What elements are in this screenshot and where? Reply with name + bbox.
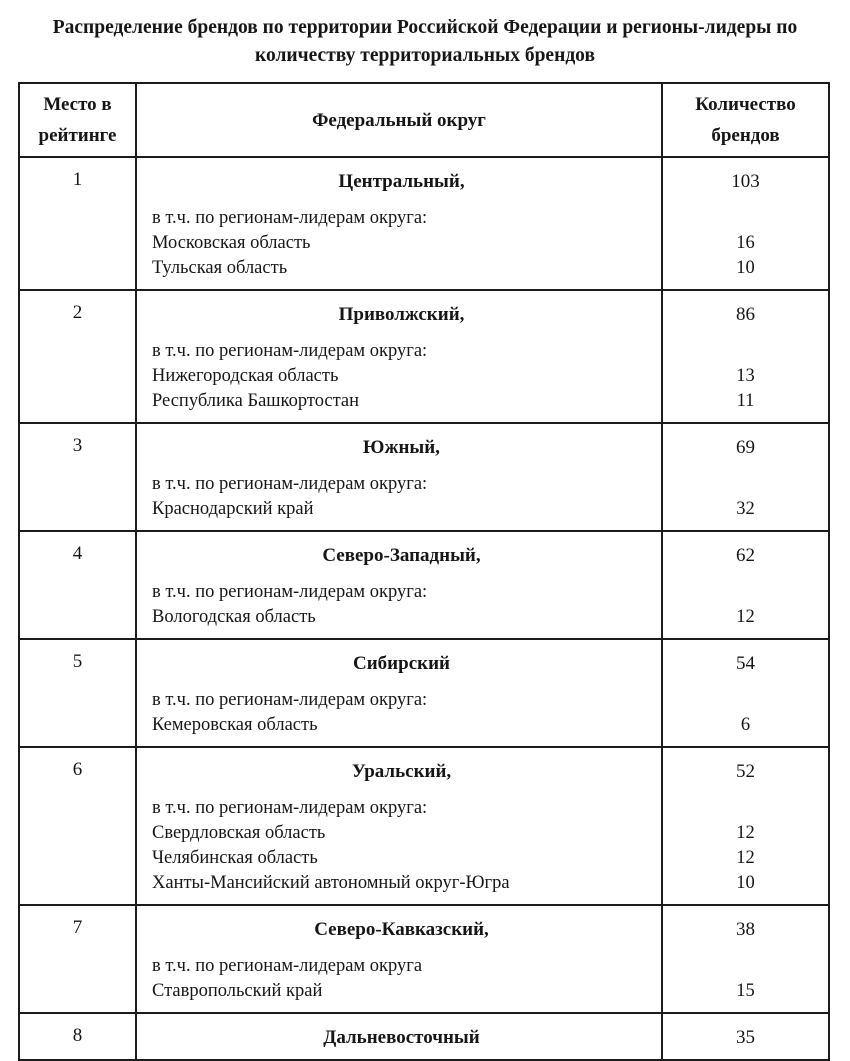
- count-cell: [662, 639, 829, 747]
- spacer: [667, 339, 824, 364]
- region-name: Кемеровская область: [152, 715, 318, 735]
- table-header: [19, 83, 829, 157]
- rank-value: 2: [72, 302, 83, 323]
- region-name: Вологодская область: [152, 607, 316, 627]
- region-count: 10: [736, 873, 755, 893]
- district-count: 62: [736, 545, 755, 566]
- region-name: Московская область: [152, 233, 311, 253]
- table-row: [19, 531, 829, 639]
- count-cell: [662, 1013, 829, 1060]
- table-body: [19, 157, 829, 1060]
- rank-cell: [19, 1013, 136, 1060]
- region-name: Ханты-Мансийский автономный округ-Югра: [152, 873, 510, 893]
- district-cell: [136, 1013, 662, 1060]
- count-cell: [662, 747, 829, 905]
- spacer: [667, 954, 824, 979]
- rank-cell: [19, 905, 136, 1013]
- brand-distribution-table: [18, 82, 830, 1061]
- header-district: Федеральный округ: [136, 83, 662, 157]
- count-cell: [662, 423, 829, 531]
- district-name: Северо-Западный,: [322, 545, 481, 566]
- page-title: Распределение брендов по территории Российской Федерации и регионы-лидеры по количеству территориальных брендов: [52, 17, 798, 66]
- district-name: Сибирский: [353, 653, 450, 674]
- region-count: 32: [736, 499, 755, 519]
- district-cell: [136, 290, 662, 423]
- district-name: Северо-Кавказский,: [314, 919, 489, 940]
- subnote-label: в т.ч. по регионам-лидерам округа:: [152, 474, 428, 494]
- table-row: [19, 1013, 829, 1060]
- subnote-label: в т.ч. по регионам-лидерам округа: [152, 956, 423, 976]
- rank-cell: [19, 423, 136, 531]
- district-name: Центральный,: [338, 171, 465, 192]
- region-name: Челябинская область: [152, 848, 318, 868]
- region-count: 6: [740, 715, 751, 735]
- subnote-label: в т.ч. по регионам-лидерам округа:: [152, 208, 428, 228]
- rank-cell: [19, 290, 136, 423]
- spacer: [667, 580, 824, 605]
- region-count: 16: [736, 233, 755, 253]
- count-cell: [662, 905, 829, 1013]
- region-name: Республика Башкортостан: [152, 391, 360, 411]
- district-count: 54: [736, 653, 755, 674]
- rank-value: 1: [72, 169, 83, 190]
- table-row: [19, 423, 829, 531]
- header-row: [19, 83, 829, 157]
- rank-cell: [19, 639, 136, 747]
- district-cell: [136, 747, 662, 905]
- region-name: Тульская область: [152, 258, 288, 278]
- region-count: 11: [736, 391, 755, 411]
- subnote-label: в т.ч. по регионам-лидерам округа:: [152, 798, 428, 818]
- subnote-label: в т.ч. по регионам-лидерам округа:: [152, 341, 428, 361]
- rank-cell: [19, 157, 136, 290]
- rank-value: 5: [72, 651, 83, 672]
- district-name: Южный,: [363, 437, 440, 458]
- region-name: Нижегородская область: [152, 366, 339, 386]
- header-rank: Место в рейтинге: [19, 83, 136, 157]
- region-count: 12: [736, 848, 755, 868]
- rank-value: 3: [72, 435, 83, 456]
- region-count: 12: [736, 607, 755, 627]
- table-row: [19, 639, 829, 747]
- region-count: 10: [736, 258, 755, 278]
- district-cell: [136, 905, 662, 1013]
- table-row: [19, 157, 829, 290]
- region-name: Свердловская область: [152, 823, 326, 843]
- rank-cell: [19, 747, 136, 905]
- district-cell: [136, 157, 662, 290]
- district-name: Приволжский,: [338, 304, 465, 325]
- count-cell: [662, 290, 829, 423]
- rank-value: 8: [72, 1025, 83, 1046]
- district-cell: [136, 639, 662, 747]
- district-count: 69: [736, 437, 755, 458]
- district-count: 52: [736, 761, 755, 782]
- count-cell: [662, 157, 829, 290]
- spacer: [667, 206, 824, 231]
- region-count: 15: [736, 981, 755, 1001]
- region-name: Краснодарский край: [152, 499, 314, 519]
- district-cell: [136, 423, 662, 531]
- district-cell: [136, 531, 662, 639]
- spacer: [667, 796, 824, 821]
- table-row: [19, 290, 829, 423]
- rank-value: 4: [72, 543, 83, 564]
- subnote-label: в т.ч. по регионам-лидерам округа:: [152, 690, 428, 710]
- district-count: 103: [731, 171, 760, 192]
- count-cell: [662, 531, 829, 639]
- region-name: Ставропольский край: [152, 981, 323, 1001]
- header-count: Количество брендов: [662, 83, 829, 157]
- district-name: Дальневосточный: [323, 1027, 480, 1048]
- subnote-label: в т.ч. по регионам-лидерам округа:: [152, 582, 428, 602]
- spacer: [667, 688, 824, 713]
- region-count: 12: [736, 823, 755, 843]
- district-count: 86: [736, 304, 755, 325]
- district-count: 38: [736, 919, 755, 940]
- table-row: [19, 747, 829, 905]
- district-name: Уральский,: [351, 761, 452, 782]
- rank-value: 6: [72, 759, 83, 780]
- region-count: 13: [736, 366, 755, 386]
- rank-cell: [19, 531, 136, 639]
- rank-value: 7: [72, 917, 83, 938]
- spacer: [667, 472, 824, 497]
- table-row: [19, 905, 829, 1013]
- district-count: 35: [736, 1027, 755, 1048]
